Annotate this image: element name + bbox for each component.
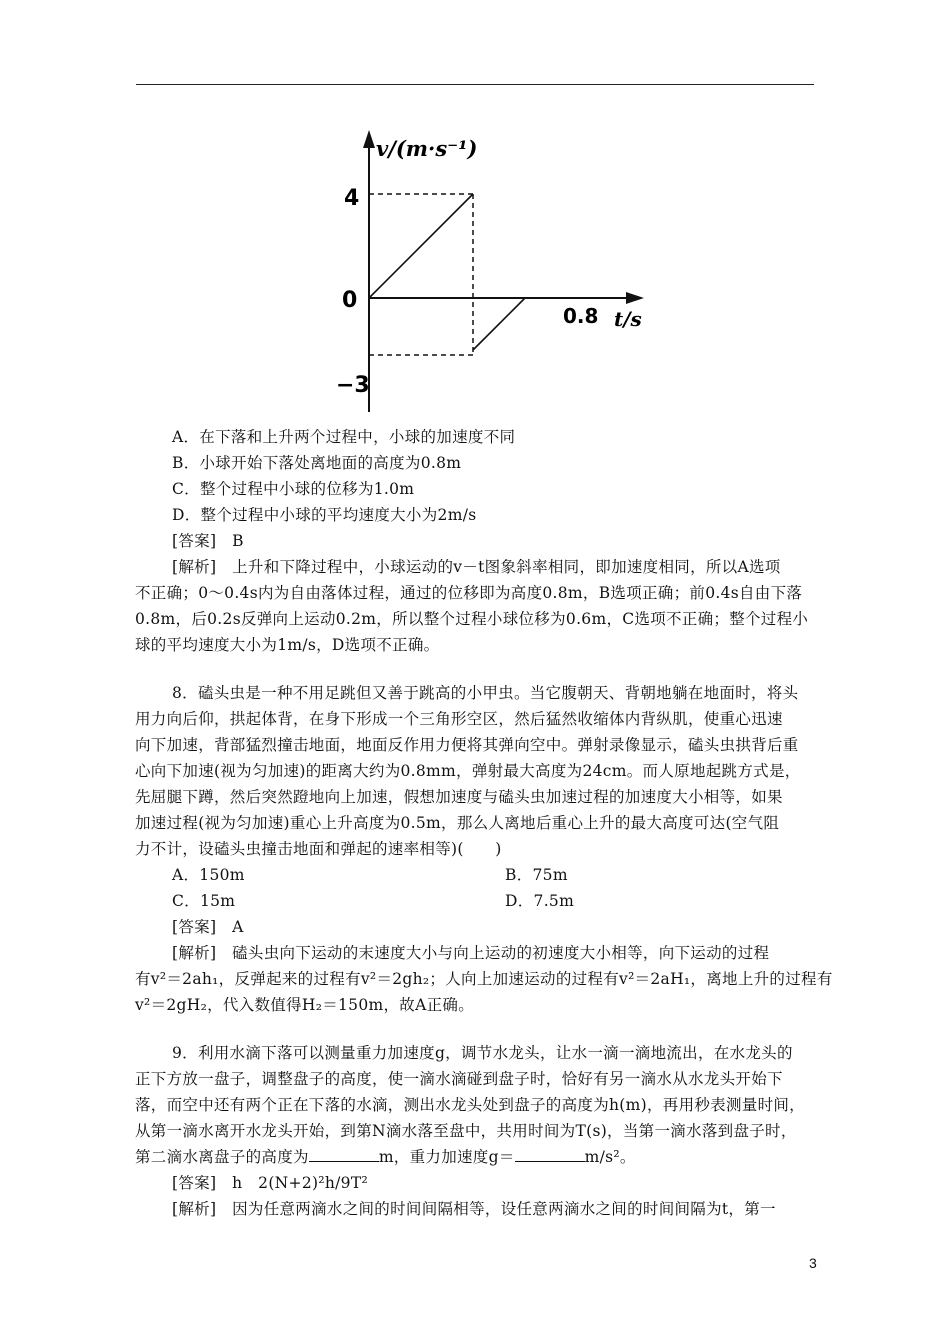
series-rise [473, 298, 525, 350]
q9-answer: [答案] h 2(N+2)²h/9T² [172, 1174, 368, 1192]
header-rule [136, 84, 814, 85]
q9-stem-5-c: m/s²。 [584, 1148, 636, 1166]
q7-option-c: C．整个过程中小球的位移为1.0m [172, 480, 415, 498]
q8-explanation-1: [解析] 磕头虫向下运动的末速度大小与向上运动的初速度大小相等，向下运动的过程 [172, 944, 770, 962]
q9-stem-5 [0, 1146, 950, 1168]
q8-stem-1: 8．磕头虫是一种不用足跳但又善于跳高的小甲虫。当它腹朝天、背朝地躺在地面时，将头 [172, 684, 799, 702]
y-axis-arrow [363, 130, 375, 148]
q7-explanation-4: 球的平均速度大小为1m/s，D选项不正确。 [135, 636, 440, 654]
q7-option-a: A．在下落和上升两个过程中，小球的加速度不同 [172, 428, 516, 446]
y-tick-neg3: −3 [336, 373, 370, 398]
x-tick-0.8: 0.8 [563, 304, 599, 328]
q7-explanation-3: 0.8m，后0.2s反弹向上运动0.2m，所以整个过程小球位移为0.6m，C选项不正确；整个过程小 [135, 610, 809, 628]
q7-explanation-2: 不正确；0～0.4s内为自由落体过程，通过的位移即为高度0.8m，B选项正确；前0.4s自由下落 [135, 584, 803, 602]
x-axis-arrow [626, 292, 644, 304]
q9-explanation-1: [解析] 因为任意两滴水之间的时间间隔相等，设任意两滴水之间的时间间隔为t，第一 [172, 1200, 776, 1218]
q8-option-b: B．75m [505, 866, 568, 884]
q8-stem-5: 先屈腿下蹲，然后突然蹬地向上加速，假想加速度与磕头虫加速过程的加速度大小相等，如果 [135, 788, 783, 806]
page-number: 3 [809, 1255, 817, 1271]
q9-stem-3: 落，而空中还有两个正在下落的水滴，测出水龙头处到盘子的高度为h(m)，再用秒表测量时间， [135, 1096, 805, 1114]
q9-blank-g[interactable] [515, 1147, 585, 1162]
q7-option-b: B．小球开始下落处离地面的高度为0.8m [172, 454, 462, 472]
q8-stem-2: 用力向后仰，拱起体背，在身下形成一个三角形空区，然后猛然收缩体内背纵肌，使重心迅速 [135, 710, 783, 728]
y-tick-0: 0 [342, 288, 358, 313]
y-axis-label: v/(m·s⁻¹) [376, 136, 478, 161]
q9-stem-2: 正下方放一盘子，调整盘子的高度，使一滴水滴碰到盘子时，恰好有另一滴水从水龙头开始下 [135, 1070, 783, 1088]
q8-option-a: A．150m [172, 866, 245, 884]
x-axis-label: t/s [614, 307, 642, 331]
q8-stem-4: 心向下加速(视为匀加速)的距离大约为0.8mm，弹射最大高度为24cm。而人原地起跳方式是， [135, 762, 801, 780]
q9-stem-4: 从第一滴水离开水龙头开始，到第N滴水落至盘中，共用时间为T(s)，当第一滴水落到盘子时， [135, 1122, 797, 1140]
q8-stem-7: 力不计，设磕头虫撞击地面和弹起的速率相等)( ) [135, 840, 502, 858]
q8-explanation-3: v²＝2gH₂，代入数值得H₂＝150m，故A正确。 [135, 996, 474, 1014]
vt-chart [330, 120, 660, 420]
q8-options-row-1 [0, 864, 950, 886]
q9-stem-5-a: 第二滴水离盘子的高度为 [135, 1148, 309, 1166]
q8-explanation-2: 有v²＝2ah₁，反弹起来的过程有v²＝2gh₂；人向上加速运动的过程有v²＝2aH₁，离地上升的过程有 [135, 970, 833, 988]
series-fall [369, 194, 473, 298]
q7-explanation-1: [解析] 上升和下降过程中，小球运动的v－t图象斜率相同，即加速度相同，所以A选项 [172, 558, 781, 576]
q7-option-d: D．整个过程中小球的平均速度大小为2m/s [172, 506, 477, 524]
q8-option-d: D．7.5m [505, 892, 575, 910]
q8-option-c: C．15m [172, 892, 236, 910]
q8-answer: [答案] A [172, 918, 244, 936]
q8-stem-6: 加速过程(视为匀加速)重心上升高度为0.5m，那么人离地后重心上升的最大高度可达(空气阻 [135, 814, 780, 832]
q9-blank-height[interactable] [309, 1147, 379, 1162]
q9-stem-5-b: m，重力加速度g＝ [378, 1148, 515, 1166]
q7-answer: [答案] B [172, 532, 244, 550]
q9-stem-1: 9．利用水滴下落可以测量重力加速度g，调节水龙头，让水一滴一滴地流出，在水龙头的 [172, 1044, 793, 1062]
y-tick-4: 4 [344, 186, 360, 211]
q8-stem-3: 向下加速，背部猛烈撞击地面，地面反作用力便将其弹向空中。弹射录像显示，磕头虫拱背后重 [135, 736, 799, 754]
q8-options-row-2 [0, 890, 950, 912]
